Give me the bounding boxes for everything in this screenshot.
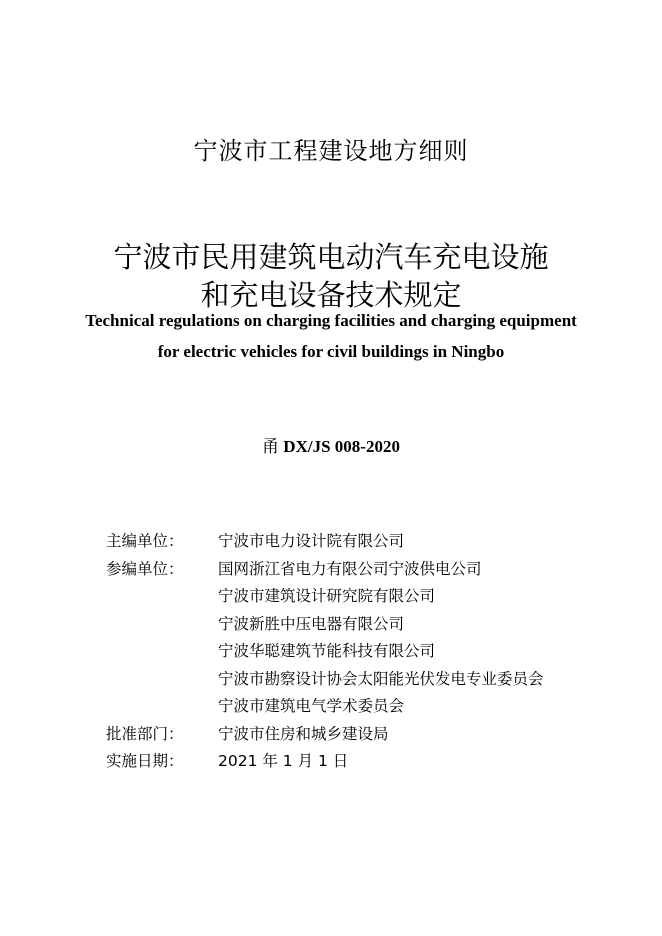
chief-editor-row — [106, 528, 646, 556]
approver-row — [106, 721, 646, 749]
participant-item: 宁波市建筑设计研究院有限公司 — [218, 587, 436, 605]
participant-item: 宁波市建筑电气学术委员会 — [218, 697, 405, 715]
approver-value: 宁波市住房和城乡建设局 — [218, 724, 389, 743]
document-title-cn-line-2: 和充电设备技术规定 — [200, 278, 462, 312]
approver-label: 批准部门： — [106, 724, 184, 743]
participant-item: 宁波市勘察设计协会太阳能光伏发电专业委员会 — [218, 669, 544, 688]
chief-editor-value: 宁波市电力设计院有限公司 — [218, 532, 405, 550]
document-title-cn-line-1: 宁波市民用建筑电动汽车充电设施 — [113, 240, 549, 274]
effective-date-value: 2021 年 1 月 1 日 — [218, 752, 349, 770]
document-title-en-line-2: for electric vehicles for civil buildings in Ningbo — [157, 342, 505, 361]
participants-row — [106, 556, 646, 721]
standard-code-number: DX/JS 008-2020 — [283, 437, 400, 456]
publication-info — [106, 528, 646, 776]
effective-date-label: 实施日期： — [106, 752, 184, 770]
participant-item: 国网浙江省电力有限公司宁波供电公司 — [218, 559, 482, 578]
chief-editor-label: 主编单位： — [106, 532, 184, 550]
participant-item: 宁波华聪建筑节能科技有限公司 — [218, 642, 436, 660]
standard-code — [0, 436, 662, 458]
participants-label: 参编单位： — [106, 559, 184, 578]
participant-item: 宁波新胜中压电器有限公司 — [218, 614, 405, 633]
series-title: 宁波市工程建设地方细则 — [193, 137, 469, 165]
document-title-en-line-1: Technical regulations on charging facilities and charging equipment — [85, 311, 577, 330]
standard-code-prefix: 甬 — [262, 437, 280, 457]
effective-date-row — [106, 748, 646, 776]
